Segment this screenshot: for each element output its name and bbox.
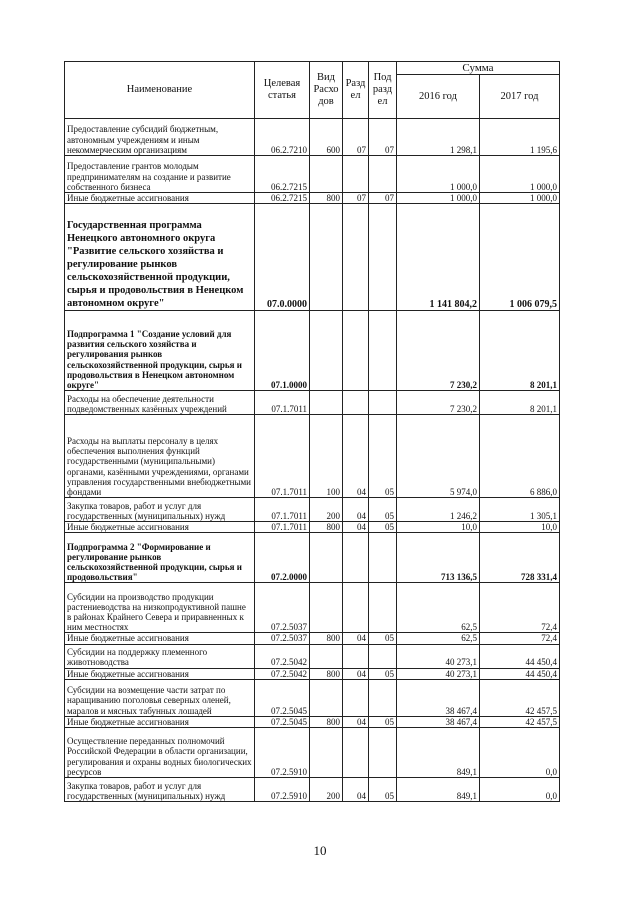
header-year-2017: 2017 год [480, 75, 560, 119]
row-subsection [369, 533, 397, 583]
row-section: 07 [343, 193, 369, 204]
row-sum-2017: 8 201,1 [480, 311, 560, 391]
row-name: Подпрограмма 2 "Формирование и регулирование рынков сельскохозяйственной продукции, сырья и продовольствия" [65, 533, 255, 583]
row-name: Субсидии на поддержку племенного животноводства [65, 644, 255, 668]
row-section: 04 [343, 522, 369, 533]
row-exp-type: 600 [310, 119, 343, 156]
row-sum-2017: 728 331,4 [480, 533, 560, 583]
row-target: 07.2.5037 [255, 583, 310, 633]
table-row [65, 193, 560, 204]
row-exp-type [310, 391, 343, 415]
row-sum-2017: 44 450,4 [480, 668, 560, 679]
row-exp-type [310, 156, 343, 193]
header-section: Разд ел [343, 62, 369, 119]
row-target: 06.2.7215 [255, 193, 310, 204]
row-exp-type [310, 728, 343, 778]
row-section [343, 679, 369, 716]
row-sum-2017: 10,0 [480, 522, 560, 533]
table-row [65, 668, 560, 679]
row-exp-type: 800 [310, 633, 343, 644]
header-target: Целевая статья [255, 62, 310, 119]
row-subsection [369, 644, 397, 668]
row-name: Расходы на выплаты персоналу в целях обеспечения выполнения функций государственными (муниципальными) органами, казёнными учреждениями, органами управления государственными внебюджетными фондами [65, 415, 255, 498]
row-name: Субсидии на возмещение части затрат по наращиванию поголовья северных оленей, маралов и мясных табунных лошадей [65, 679, 255, 716]
row-subsection [369, 391, 397, 415]
table-row [65, 778, 560, 802]
row-name: Предоставление субсидий бюджетным, автономным учреждениям и иным некоммерческим организациям [65, 119, 255, 156]
header-subsection: Под разд ел [369, 62, 397, 119]
row-name: Государственная программа Ненецкого автономного округа "Развитие сельского хозяйства и регулирование рынков сельскохозяйственной продукции, сырья и продовольствия в Ненецком автономном округе" [65, 204, 255, 311]
header-name: Наименование [65, 62, 255, 119]
row-sum-2016: 62,5 [397, 633, 480, 644]
row-exp-type [310, 533, 343, 583]
row-sum-2016: 62,5 [397, 583, 480, 633]
row-subsection: 05 [369, 633, 397, 644]
row-section [343, 533, 369, 583]
row-exp-type: 800 [310, 193, 343, 204]
row-target: 07.1.7011 [255, 522, 310, 533]
row-sum-2016: 7 230,2 [397, 311, 480, 391]
row-exp-type [310, 644, 343, 668]
row-sum-2016: 849,1 [397, 778, 480, 802]
row-sum-2017: 42 457,5 [480, 716, 560, 727]
row-section [343, 204, 369, 311]
row-name: Закупка товаров, работ и услуг для государственных (муниципальных) нужд [65, 778, 255, 802]
row-name: Закупка товаров, работ и услуг для государственных (муниципальных) нужд [65, 498, 255, 522]
row-section: 04 [343, 498, 369, 522]
row-sum-2016: 849,1 [397, 728, 480, 778]
row-sum-2016: 40 273,1 [397, 668, 480, 679]
row-sum-2016: 40 273,1 [397, 644, 480, 668]
table-row [65, 633, 560, 644]
table-row [65, 522, 560, 533]
table-row [65, 533, 560, 583]
row-target: 07.2.5037 [255, 633, 310, 644]
row-target: 07.2.5045 [255, 679, 310, 716]
row-target: 07.1.7011 [255, 391, 310, 415]
row-name: Иные бюджетные ассигнования [65, 716, 255, 727]
row-exp-type: 200 [310, 778, 343, 802]
row-sum-2016: 10,0 [397, 522, 480, 533]
row-exp-type: 800 [310, 522, 343, 533]
row-sum-2017: 8 201,1 [480, 391, 560, 415]
row-sum-2017: 6 886,0 [480, 415, 560, 498]
table-row [65, 204, 560, 311]
row-exp-type [310, 583, 343, 633]
row-sum-2017: 72,4 [480, 583, 560, 633]
row-sum-2016: 713 136,5 [397, 533, 480, 583]
row-subsection [369, 679, 397, 716]
header-sum: Сумма [397, 62, 560, 75]
row-exp-type [310, 204, 343, 311]
row-subsection: 07 [369, 119, 397, 156]
row-name: Иные бюджетные ассигнования [65, 522, 255, 533]
header-year-2016: 2016 год [397, 75, 480, 119]
table-row [65, 679, 560, 716]
row-section: 07 [343, 119, 369, 156]
row-section: 04 [343, 633, 369, 644]
row-target: 07.2.5045 [255, 716, 310, 727]
row-sum-2016: 7 230,2 [397, 391, 480, 415]
row-target: 07.2.5910 [255, 778, 310, 802]
row-sum-2017: 1 000,0 [480, 156, 560, 193]
row-name: Предоставление грантов молодым предпринимателям на создание и развитие собственного бизнеса [65, 156, 255, 193]
row-name: Иные бюджетные ассигнования [65, 668, 255, 679]
row-name: Подпрограмма 1 "Создание условий для развития сельского хозяйства и регулирования рынков сельскохозяйственной продукции, сырья и продовольствия в Ненецком автономном округе" [65, 311, 255, 391]
row-sum-2016: 38 467,4 [397, 679, 480, 716]
row-exp-type: 200 [310, 498, 343, 522]
row-name: Иные бюджетные ассигнования [65, 193, 255, 204]
table-body [65, 119, 560, 802]
row-subsection: 07 [369, 193, 397, 204]
row-name: Субсидии на производство продукции растениеводства на низкопродуктивной пашне в районах Крайнего Севера и приравненных к ним местностях [65, 583, 255, 633]
row-section [343, 391, 369, 415]
table-row [65, 119, 560, 156]
row-sum-2016: 1 298,1 [397, 119, 480, 156]
row-target: 07.2.5042 [255, 668, 310, 679]
row-sum-2017: 0,0 [480, 778, 560, 802]
row-exp-type: 800 [310, 668, 343, 679]
row-section [343, 156, 369, 193]
row-sum-2017: 1 006 079,5 [480, 204, 560, 311]
row-sum-2017: 44 450,4 [480, 644, 560, 668]
row-name: Расходы на обеспечение деятельности подведомственных казённых учреждений [65, 391, 255, 415]
row-section [343, 644, 369, 668]
table-row [65, 156, 560, 193]
row-section [343, 728, 369, 778]
row-target: 07.1.7011 [255, 415, 310, 498]
row-sum-2016: 1 000,0 [397, 156, 480, 193]
row-section [343, 583, 369, 633]
row-sum-2016: 38 467,4 [397, 716, 480, 727]
row-sum-2016: 1 246,2 [397, 498, 480, 522]
row-sum-2016: 1 000,0 [397, 193, 480, 204]
row-exp-type: 800 [310, 716, 343, 727]
row-section: 04 [343, 668, 369, 679]
row-target: 07.1.0000 [255, 311, 310, 391]
row-target: 07.2.5042 [255, 644, 310, 668]
row-subsection [369, 728, 397, 778]
row-subsection: 05 [369, 498, 397, 522]
row-subsection: 05 [369, 716, 397, 727]
row-sum-2017: 1 195,6 [480, 119, 560, 156]
table-row [65, 498, 560, 522]
row-section [343, 311, 369, 391]
row-target: 07.0.0000 [255, 204, 310, 311]
row-subsection [369, 156, 397, 193]
row-target: 06.2.7215 [255, 156, 310, 193]
table-row [65, 716, 560, 727]
row-section: 04 [343, 415, 369, 498]
row-subsection [369, 311, 397, 391]
row-sum-2017: 42 457,5 [480, 679, 560, 716]
row-subsection: 05 [369, 415, 397, 498]
row-subsection: 05 [369, 668, 397, 679]
row-subsection [369, 204, 397, 311]
row-exp-type: 100 [310, 415, 343, 498]
row-exp-type [310, 679, 343, 716]
table-row [65, 391, 560, 415]
row-subsection: 05 [369, 778, 397, 802]
row-sum-2016: 1 141 804,2 [397, 204, 480, 311]
row-sum-2017: 1 305,1 [480, 498, 560, 522]
table-row [65, 583, 560, 633]
page-number: 10 [313, 843, 327, 858]
row-subsection: 05 [369, 522, 397, 533]
row-subsection [369, 583, 397, 633]
table-row [65, 728, 560, 778]
table-row [65, 644, 560, 668]
row-sum-2017: 0,0 [480, 728, 560, 778]
row-target: 07.2.0000 [255, 533, 310, 583]
table-row [65, 415, 560, 498]
row-exp-type [310, 311, 343, 391]
row-section: 04 [343, 716, 369, 727]
table-row [65, 311, 560, 391]
row-target: 06.2.7210 [255, 119, 310, 156]
row-name: Иные бюджетные ассигнования [65, 633, 255, 644]
header-exp-type: Вид Расхо дов [310, 62, 343, 119]
budget-table [64, 61, 560, 802]
row-section: 04 [343, 778, 369, 802]
row-target: 07.2.5910 [255, 728, 310, 778]
row-target: 07.1.7011 [255, 498, 310, 522]
row-sum-2016: 5 974,0 [397, 415, 480, 498]
row-sum-2017: 1 000,0 [480, 193, 560, 204]
row-name: Осуществление переданных полномочий Российской Федерации в области организации, регулирования и охраны водных биологических ресурсов [65, 728, 255, 778]
row-sum-2017: 72,4 [480, 633, 560, 644]
